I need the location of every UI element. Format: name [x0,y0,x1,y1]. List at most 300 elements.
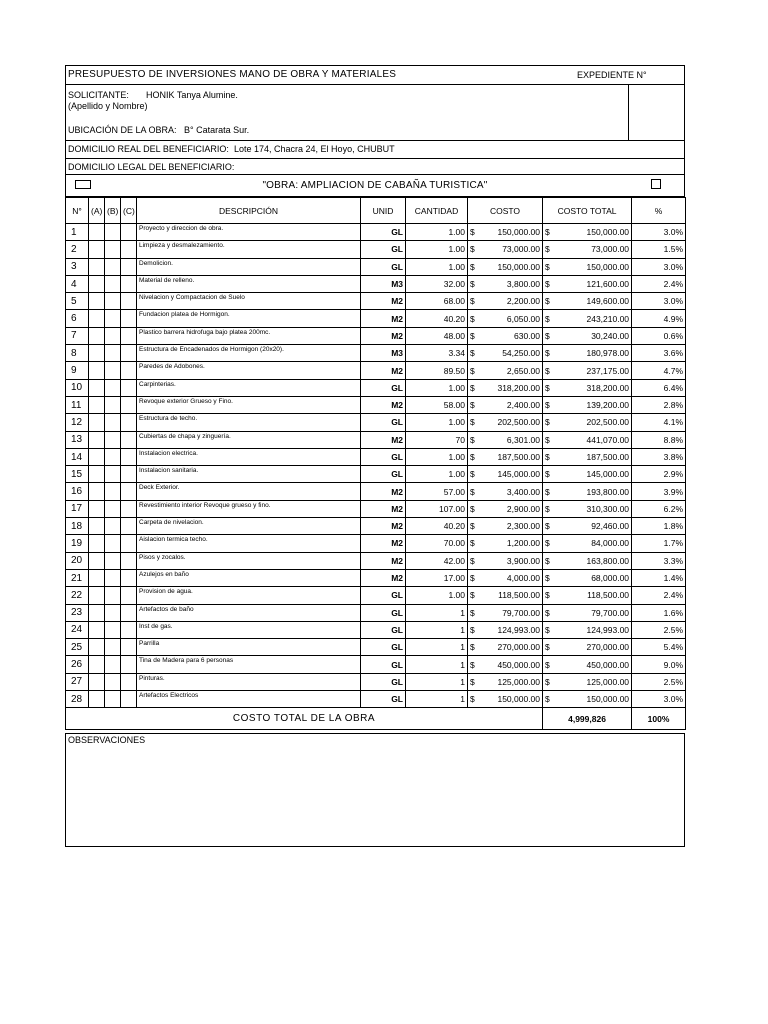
row-total-currency: $ [543,673,555,690]
row-cost: 270,000.00 [480,639,543,656]
row-cost: 150,000.00 [480,224,543,241]
row-description: Pisos y zocalos. [137,552,361,569]
row-total-currency: $ [543,621,555,638]
row-cost: 150,000.00 [480,258,543,275]
row-total-currency: $ [543,414,555,431]
budget-sheet [65,65,685,847]
row-number: 7 [66,327,89,344]
cell-b [105,414,121,431]
row-cost: 4,000.00 [480,569,543,586]
row-quantity: 1 [406,621,468,638]
row-total-currency: $ [543,224,555,241]
row-total: 163,800.00 [555,552,632,569]
cell-c [121,258,137,275]
row-percent: 4.9% [632,310,686,327]
row-percent: 1.5% [632,241,686,258]
row-total-currency: $ [543,587,555,604]
row-quantity: 107.00 [406,500,468,517]
row-cost-currency: $ [468,241,480,258]
row-description: Artefactos de baño [137,604,361,621]
row-cost-currency: $ [468,518,480,535]
row-quantity: 1.00 [406,448,468,465]
row-total-currency: $ [543,448,555,465]
row-unit: M2 [361,518,406,535]
row-quantity: 1 [406,639,468,656]
cell-a [89,396,105,413]
row-quantity: 1.00 [406,241,468,258]
row-total-currency: $ [543,569,555,586]
row-cost: 2,300.00 [480,518,543,535]
row-number: 20 [66,552,89,569]
cell-c [121,396,137,413]
row-total-currency: $ [543,500,555,517]
cell-b [105,396,121,413]
row-description: Estructura de techo. [137,414,361,431]
row-cost-currency: $ [468,691,480,708]
row-cost: 2,650.00 [480,362,543,379]
table-row [66,224,686,241]
row-description: Revoque exterior Grueso y Fino. [137,396,361,413]
table-row [66,448,686,465]
row-cost: 6,050.00 [480,310,543,327]
cell-c [121,362,137,379]
cell-c [121,621,137,638]
row-cost-currency: $ [468,569,480,586]
row-cost-currency: $ [468,327,480,344]
row-number: 14 [66,448,89,465]
row-cost: 125,000.00 [480,673,543,690]
cell-b [105,327,121,344]
row-cost-currency: $ [468,673,480,690]
row-cost: 202,500.00 [480,414,543,431]
row-total: 79,700.00 [555,604,632,621]
table-row [66,569,686,586]
observaciones-label: OBSERVACIONES [68,735,146,746]
row-unit: GL [361,448,406,465]
cell-b [105,466,121,483]
obra-title-bar [65,175,685,197]
row-percent: 0.6% [632,327,686,344]
col-descripcion: DESCRIPCIÓN [137,198,361,224]
cell-a [89,414,105,431]
row-cost-currency: $ [468,431,480,448]
cell-a [89,500,105,517]
table-row [66,362,686,379]
col-unid: UNID [361,198,406,224]
row-cost: 124,993.00 [480,621,543,638]
row-quantity: 48.00 [406,327,468,344]
cell-c [121,587,137,604]
row-percent: 3.8% [632,448,686,465]
divider [66,158,684,159]
cell-b [105,224,121,241]
row-cost-currency: $ [468,362,480,379]
cell-c [121,673,137,690]
row-unit: GL [361,466,406,483]
table-row [66,483,686,500]
row-cost: 2,900.00 [480,500,543,517]
row-number: 25 [66,639,89,656]
row-description: Tina de Madera para 6 personas [137,656,361,673]
table-row [66,621,686,638]
cell-c [121,379,137,396]
row-percent: 3.0% [632,224,686,241]
row-number: 17 [66,500,89,517]
cell-a [89,483,105,500]
row-cost-currency: $ [468,414,480,431]
row-number: 6 [66,310,89,327]
cell-a [89,362,105,379]
cell-c [121,466,137,483]
row-number: 19 [66,535,89,552]
row-total-currency: $ [543,362,555,379]
row-total: 124,993.00 [555,621,632,638]
cell-a [89,327,105,344]
row-number: 26 [66,656,89,673]
row-number: 2 [66,241,89,258]
table-row [66,379,686,396]
row-percent: 9.0% [632,656,686,673]
row-number: 8 [66,345,89,362]
cell-b [105,258,121,275]
row-unit: GL [361,587,406,604]
row-total-currency: $ [543,241,555,258]
row-total-currency: $ [543,431,555,448]
row-cost: 73,000.00 [480,241,543,258]
cell-c [121,448,137,465]
cell-b [105,535,121,552]
cell-c [121,604,137,621]
row-total-currency: $ [543,293,555,310]
row-percent: 2.5% [632,621,686,638]
row-description: Plastico barrera hidrofuga bajo platea 200mc. [137,327,361,344]
cell-b [105,362,121,379]
cell-a [89,673,105,690]
row-number: 9 [66,362,89,379]
row-quantity: 1 [406,656,468,673]
row-description: Nivelacion y Compactacion de Suelo [137,293,361,310]
row-total-currency: $ [543,258,555,275]
row-number: 21 [66,569,89,586]
row-unit: M3 [361,275,406,292]
row-cost: 630.00 [480,327,543,344]
row-number: 3 [66,258,89,275]
row-percent: 5.4% [632,639,686,656]
row-cost-currency: $ [468,275,480,292]
table-row [66,327,686,344]
row-quantity: 40.20 [406,518,468,535]
row-percent: 2.4% [632,587,686,604]
row-total-currency: $ [543,656,555,673]
divider [66,140,684,141]
row-cost-currency: $ [468,535,480,552]
cell-b [105,500,121,517]
row-total: 118,500.00 [555,587,632,604]
cell-a [89,656,105,673]
cell-c [121,293,137,310]
cell-c [121,310,137,327]
col-b: (B) [105,198,121,224]
row-total: 84,000.00 [555,535,632,552]
table-row [66,552,686,569]
row-percent: 2.9% [632,466,686,483]
row-total: 202,500.00 [555,414,632,431]
row-quantity: 1.00 [406,379,468,396]
row-number: 15 [66,466,89,483]
row-quantity: 1.00 [406,587,468,604]
cell-b [105,518,121,535]
table-row [66,535,686,552]
cell-c [121,275,137,292]
row-percent: 6.2% [632,500,686,517]
row-unit: GL [361,379,406,396]
row-number: 10 [66,379,89,396]
row-quantity: 1.00 [406,224,468,241]
row-number: 12 [66,414,89,431]
row-description: Carpinterias. [137,379,361,396]
col-n: N° [66,198,89,224]
cell-b [105,379,121,396]
row-percent: 1.4% [632,569,686,586]
row-number: 23 [66,604,89,621]
divider [66,84,684,85]
row-quantity: 58.00 [406,396,468,413]
row-quantity: 70 [406,431,468,448]
row-total-currency: $ [543,535,555,552]
cell-b [105,431,121,448]
row-quantity: 68.00 [406,293,468,310]
checkbox-right[interactable] [651,179,661,189]
cell-c [121,518,137,535]
row-description: Instalacion electrica. [137,448,361,465]
row-cost: 3,900.00 [480,552,543,569]
table-header [66,198,686,224]
row-quantity: 89.50 [406,362,468,379]
row-total: 73,000.00 [555,241,632,258]
row-cost-currency: $ [468,639,480,656]
row-quantity: 1.00 [406,258,468,275]
row-unit: M2 [361,310,406,327]
table-row [66,258,686,275]
row-quantity: 1 [406,673,468,690]
row-percent: 2.5% [632,673,686,690]
row-percent: 3.0% [632,293,686,310]
row-unit: M2 [361,362,406,379]
row-cost-currency: $ [468,448,480,465]
row-quantity: 1.00 [406,466,468,483]
row-cost: 187,500.00 [480,448,543,465]
row-number: 4 [66,275,89,292]
row-cost: 450,000.00 [480,656,543,673]
row-number: 18 [66,518,89,535]
table-body [66,224,686,708]
cell-c [121,569,137,586]
cell-c [121,327,137,344]
row-total: 121,600.00 [555,275,632,292]
row-total-currency: $ [543,379,555,396]
row-cost: 118,500.00 [480,587,543,604]
ubicacion-label: UBICACIÓN DE LA OBRA: [68,125,177,135]
row-number: 13 [66,431,89,448]
cell-c [121,224,137,241]
table-row [66,275,686,292]
budget-table [65,197,686,730]
row-cost: 6,301.00 [480,431,543,448]
total-row [66,708,686,730]
row-description: Estructura de Encadenados de Hormigon (20x20). [137,345,361,362]
row-description: Proyecto y direccion de obra. [137,224,361,241]
row-total-currency: $ [543,275,555,292]
cell-a [89,552,105,569]
row-percent: 1.8% [632,518,686,535]
cell-a [89,604,105,621]
row-number: 22 [66,587,89,604]
cell-a [89,258,105,275]
row-description: Provision de agua. [137,587,361,604]
table-row [66,604,686,621]
row-unit: GL [361,414,406,431]
row-percent: 2.8% [632,396,686,413]
cell-b [105,275,121,292]
row-description: Cubiertas de chapa y zinguería. [137,431,361,448]
row-total: 150,000.00 [555,258,632,275]
row-percent: 6.4% [632,379,686,396]
col-costo: COSTO [468,198,543,224]
cell-b [105,621,121,638]
cell-a [89,569,105,586]
row-total-currency: $ [543,604,555,621]
row-unit: GL [361,241,406,258]
cell-b [105,587,121,604]
domicilio-legal-label: DOMICILIO LEGAL DEL BENEFICIARIO: [68,162,235,172]
row-unit: M3 [361,345,406,362]
row-total: 193,800.00 [555,483,632,500]
row-description: Parrilla [137,639,361,656]
total-pct: 100% [632,708,686,730]
row-total: 450,000.00 [555,656,632,673]
row-unit: M2 [361,535,406,552]
table-row [66,241,686,258]
row-unit: GL [361,673,406,690]
domicilio-real-label: DOMICILIO REAL DEL BENEFICIARIO: [68,144,229,154]
row-total-currency: $ [543,396,555,413]
cell-b [105,345,121,362]
cell-b [105,310,121,327]
row-cost-currency: $ [468,293,480,310]
table-row [66,293,686,310]
row-description: Inst de gas. [137,621,361,638]
row-cost: 2,400.00 [480,396,543,413]
row-number: 16 [66,483,89,500]
row-total: 270,000.00 [555,639,632,656]
row-unit: M2 [361,431,406,448]
cell-a [89,466,105,483]
col-c: (C) [121,198,137,224]
col-costo-total: COSTO TOTAL [543,198,632,224]
cell-c [121,431,137,448]
cell-b [105,569,121,586]
row-total: 92,460.00 [555,518,632,535]
row-unit: GL [361,258,406,275]
row-cost-currency: $ [468,396,480,413]
row-quantity: 70.00 [406,535,468,552]
row-unit: GL [361,656,406,673]
row-number: 28 [66,691,89,708]
row-number: 27 [66,673,89,690]
cell-a [89,587,105,604]
row-cost-currency: $ [468,258,480,275]
cell-b [105,691,121,708]
cell-b [105,448,121,465]
cell-a [89,224,105,241]
row-unit: GL [361,604,406,621]
row-percent: 3.9% [632,483,686,500]
table-row [66,673,686,690]
row-cost-currency: $ [468,466,480,483]
cell-c [121,691,137,708]
row-total: 441,070.00 [555,431,632,448]
row-percent: 1.6% [632,604,686,621]
cell-a [89,639,105,656]
table-row [66,310,686,327]
row-cost: 318,200.00 [480,379,543,396]
row-number: 1 [66,224,89,241]
cell-c [121,345,137,362]
row-total: 180,978.00 [555,345,632,362]
cell-c [121,639,137,656]
row-description: Artefactos Electricos [137,691,361,708]
row-percent: 1.7% [632,535,686,552]
row-unit: GL [361,224,406,241]
row-percent: 3.0% [632,691,686,708]
table-row [66,518,686,535]
table-row [66,345,686,362]
ubicacion-value: B° Catarata Sur. [184,125,250,135]
cell-b [105,483,121,500]
cell-b [105,673,121,690]
row-percent: 8.8% [632,431,686,448]
row-unit: GL [361,639,406,656]
row-cost: 2,200.00 [480,293,543,310]
row-total: 150,000.00 [555,691,632,708]
row-total: 139,200.00 [555,396,632,413]
row-description: Demolicion. [137,258,361,275]
row-percent: 4.7% [632,362,686,379]
cell-a [89,379,105,396]
row-total: 243,210.00 [555,310,632,327]
cell-a [89,310,105,327]
row-cost: 3,800.00 [480,275,543,292]
row-quantity: 42.00 [406,552,468,569]
cell-b [105,241,121,258]
row-total: 318,200.00 [555,379,632,396]
solicitante-label: SOLICITANTE: [68,90,129,100]
row-percent: 3.6% [632,345,686,362]
cell-a [89,241,105,258]
cell-b [105,639,121,656]
row-cost-currency: $ [468,656,480,673]
cell-b [105,656,121,673]
row-total-currency: $ [543,691,555,708]
table-row [66,396,686,413]
row-cost: 145,000.00 [480,466,543,483]
table-row [66,656,686,673]
cell-a [89,535,105,552]
table-row [66,691,686,708]
cell-a [89,275,105,292]
row-number: 24 [66,621,89,638]
row-total-currency: $ [543,310,555,327]
